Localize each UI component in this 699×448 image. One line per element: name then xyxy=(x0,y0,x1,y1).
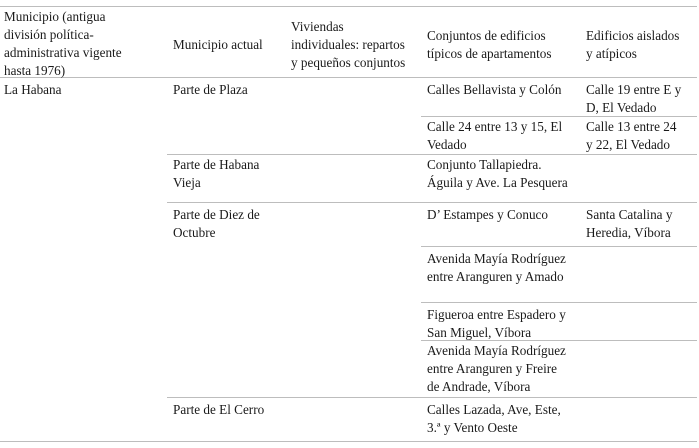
header-cell: Municipio (antigua división política- administrativa vigente hasta 1976) xyxy=(4,9,122,78)
header-cell: Viviendas individuales: repartos y pequeños conjuntos xyxy=(291,19,406,70)
header-cell: Edificios aislados y atípicos xyxy=(586,28,680,61)
cell-conjunto: Figueroa entre Espadero y San Miguel, Víbora xyxy=(427,307,566,340)
cell-conjunto: Calles Lazada, Ave, Este, 3.ª y Vento Oeste xyxy=(427,402,561,435)
cell-conjunto: D’ Estampes y Conuco xyxy=(427,207,548,222)
cell-conjunto: Avenida Mayía Rodríguez entre Aranguren y Amado xyxy=(427,251,566,284)
cell-edificio-aislado: Calle 13 entre 24 y 22, El Vedado xyxy=(586,119,677,152)
cell-conjunto: Conjunto Tallapiedra. Águila y Ave. La Pesquera xyxy=(427,157,568,190)
cell-municipio: Parte de El Cerro xyxy=(173,402,265,417)
table-top-rule xyxy=(0,6,697,7)
cell-conjunto: Calles Bellavista y Colón xyxy=(427,82,562,97)
header-cell: Conjuntos de edificios típicos de apartamentos xyxy=(427,28,552,61)
cell-municipio: Parte de Diez de Octubre xyxy=(173,207,260,240)
row-divider xyxy=(167,202,697,203)
cell-edificio-aislado: Santa Catalina y Heredia, Víbora xyxy=(586,207,673,240)
cell-province: La Habana xyxy=(4,82,62,97)
cell-conjunto: Avenida Mayía Rodríguez entre Aranguren y Freire de Andrade, Víbora xyxy=(427,343,566,394)
cell-municipio: Parte de Habana Vieja xyxy=(173,157,260,190)
cell-edificio-aislado: Calle 19 entre E y D, El Vedado xyxy=(586,82,682,115)
table-bottom-rule xyxy=(0,441,697,442)
header-cell: Municipio actual xyxy=(173,37,263,52)
row-divider xyxy=(421,302,697,303)
row-divider xyxy=(421,246,697,247)
cell-municipio: Parte de Plaza xyxy=(173,82,248,97)
cell-conjunto: Calle 24 entre 13 y 15, El Vedado xyxy=(427,119,563,152)
row-divider xyxy=(167,154,697,155)
row-divider xyxy=(167,397,697,398)
